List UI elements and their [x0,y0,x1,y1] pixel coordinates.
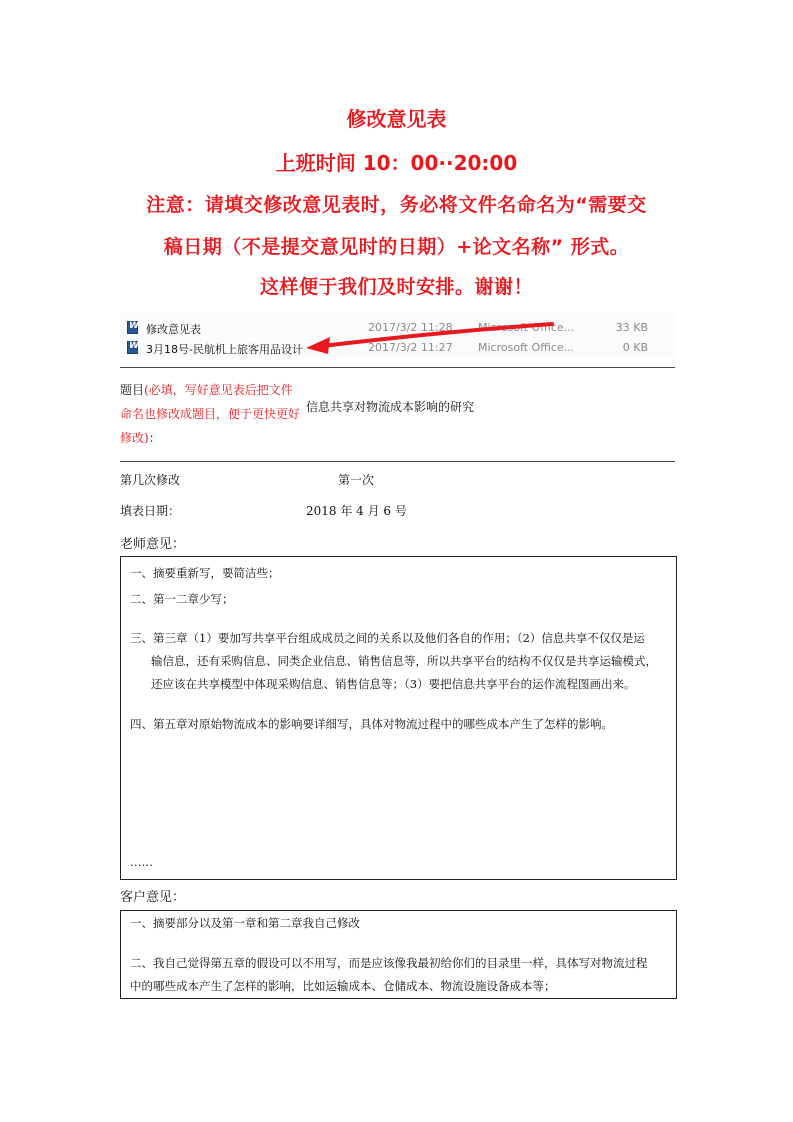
file-date: 2017/3/2 11:27 [368,341,453,354]
page-title: 修改意见表 [346,107,447,131]
revision-value: 第一次 [338,473,375,487]
teacher-comment-ellipsis: …… [130,855,153,869]
topic-value: 信息共享对物流成本影响的研究 [306,400,475,414]
file-type: Microsoft Office... [478,321,575,334]
revision-label: 第几次修改 [120,473,181,487]
date-value: 2018 年 4 月 6 号 [306,504,407,518]
word-doc-icon [127,321,138,334]
teacher-comments-heading: 老师意见： [120,537,186,552]
file-date: 2017/3/2 11:28 [368,321,453,334]
file-type: Microsoft Office... [478,341,575,354]
client-comment-2: 二、我自己觉得第五章的假设可以不用写，而是应该像我最初给你们的目录里一样，具体写对物流过程 中的哪些成本产生了怎样的影响，比如运输成本、仓储成本、物流设施设备成本等； [130,956,648,993]
teacher-comment-4: 四、第五章对原始物流成本的影响要详细写，具体对物流过程中的哪些成本产生了怎样的影响。 [130,717,613,731]
client-comments-box[interactable] [120,910,677,999]
date-label: 填表日期： [120,504,181,518]
client-comments-heading: 客户意见： [120,890,186,905]
teacher-comment-3: 三、第三章（1）要加写共享平台组成成员之间的关系以及他们各自的作用；（2）信息共享不仅仅是运 输信息，还有采购信息、同类企业信息、销售信息等，所以共享平台的结构不仅仅是共享运输模式， 还应该在共享模型中体现采购信息、销售信息等；（3）要把信息共享平台的运作流程图画出来。 [130,631,657,691]
divider [120,461,675,462]
topic-label-hint: (必填，写好意见表后把文件命名也修改成题目，便于更快更好修改) [120,383,301,445]
red-arrow-icon [290,318,560,358]
file-size: 0 KB [622,341,648,354]
file-name: 3月18号-民航机上旅客用品设计 [146,343,303,356]
file-name: 修改意见表 [146,323,201,336]
divider [120,367,675,368]
file-size: 33 KB [615,321,648,334]
teacher-comments-box[interactable] [120,556,677,880]
naming-notice-line-3: 这样便于我们及时安排。谢谢！ [259,276,533,298]
teacher-comment-2: 二、第一二章少写； [130,592,234,606]
teacher-comment-1: 一、摘要重新写，要简洁些； [130,566,280,580]
office-hours: 上班时间 10：00··20:00 [275,151,518,175]
naming-notice-line-1: 注意：请填交修改意见表时，务必将文件名命名为“需要交 [146,194,647,216]
word-doc-icon [127,341,138,354]
client-comment-1: 一、摘要部分以及第一章和第二章我自己修改 [130,916,360,930]
topic-label: 题目(必填，写好意见表后把文件命名也修改成题目，便于更快更好修改)： [120,383,301,445]
naming-notice-line-2: 稿日期（不是提交意见时的日期）+论文名称” 形式。 [163,236,630,258]
